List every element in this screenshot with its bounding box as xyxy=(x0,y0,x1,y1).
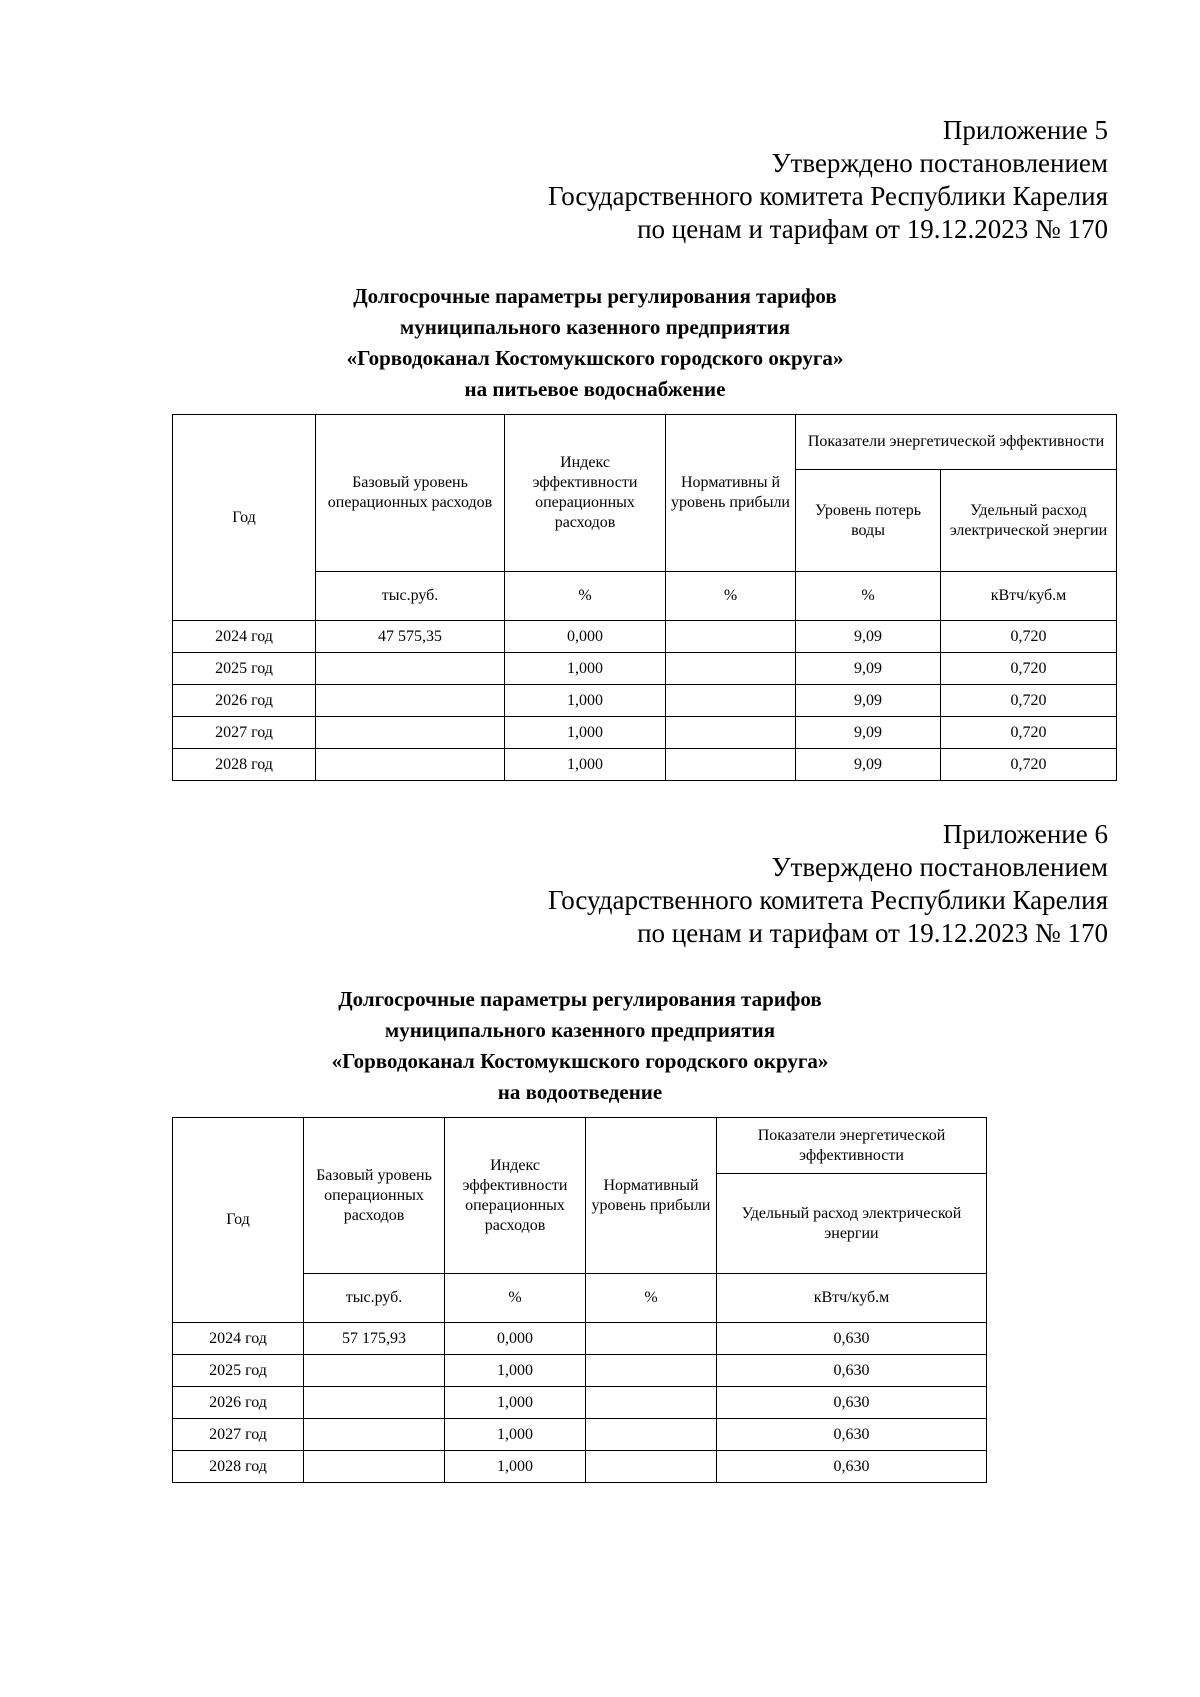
title-line-3: «Горводоканал Костомукшского городского округа» xyxy=(346,346,844,370)
cell-year: 2026 год xyxy=(173,1387,304,1419)
title-line-4: на водоотведение xyxy=(497,1080,663,1104)
unit-index: % xyxy=(505,572,666,621)
cell-electricity: 0,720 xyxy=(941,717,1117,749)
cell-index: 1,000 xyxy=(505,685,666,717)
cell-electricity: 0,720 xyxy=(941,749,1117,781)
cell-index: 1,000 xyxy=(445,1419,586,1451)
table-row xyxy=(173,1355,987,1387)
header-efficiency-index: Индекс эффективности операционных расходов xyxy=(505,415,666,572)
header-base-expenses: Базовый уровень операционных расходов xyxy=(304,1118,445,1274)
table-row xyxy=(173,1323,987,1355)
table-row xyxy=(173,1387,987,1419)
cell-losses: 9,09 xyxy=(796,717,941,749)
cell-electricity: 0,630 xyxy=(717,1451,987,1483)
cell-profit xyxy=(666,749,796,781)
title-line-2: муниципального казенного предприятия xyxy=(384,1018,776,1042)
title-line-1: Долгосрочные параметры регулирования тарифов xyxy=(338,987,822,1011)
table-5-title xyxy=(0,281,1190,405)
cell-year: 2027 год xyxy=(173,1419,304,1451)
cell-year: 2028 год xyxy=(173,749,316,781)
cell-index: 1,000 xyxy=(445,1387,586,1419)
cell-base xyxy=(316,653,505,685)
cell-electricity: 0,630 xyxy=(717,1355,987,1387)
cell-base xyxy=(304,1451,445,1483)
cell-index: 1,000 xyxy=(505,749,666,781)
header-profit-level: Нормативны й уровень прибыли xyxy=(666,415,796,572)
cell-year: 2026 год xyxy=(173,685,316,717)
cell-profit xyxy=(586,1355,717,1387)
cell-year: 2027 год xyxy=(173,717,316,749)
title-line-1: Долгосрочные параметры регулирования тарифов xyxy=(353,284,837,308)
wastewater-parameters-table xyxy=(172,1117,987,1483)
cell-losses: 9,09 xyxy=(796,749,941,781)
header-energy-efficiency: Показатели энергетической эффективности xyxy=(717,1118,987,1174)
resolution-date-line: по ценам и тарифам от 19.12.2023 № 170 xyxy=(637,214,1108,244)
unit-electricity: кВтч/куб.м xyxy=(941,572,1117,621)
cell-electricity: 0,630 xyxy=(717,1419,987,1451)
cell-base xyxy=(316,685,505,717)
cell-profit xyxy=(586,1323,717,1355)
unit-base: тыс.руб. xyxy=(316,572,505,621)
cell-base: 47 575,35 xyxy=(316,621,505,653)
cell-base xyxy=(304,1419,445,1451)
appendix-number: Приложение 6 xyxy=(942,819,1108,849)
table-row xyxy=(173,749,1117,781)
cell-electricity: 0,630 xyxy=(717,1387,987,1419)
unit-losses: % xyxy=(796,572,941,621)
cell-index: 0,000 xyxy=(445,1323,586,1355)
approval-line: Утверждено постановлением xyxy=(771,148,1108,178)
table-row xyxy=(173,653,1117,685)
header-year: Год xyxy=(173,1118,304,1323)
cell-base xyxy=(316,717,505,749)
table-row xyxy=(173,717,1117,749)
cell-losses: 9,09 xyxy=(796,621,941,653)
header-electricity-consumption: Удельный расход электрической энергии xyxy=(717,1174,987,1274)
appendix-5-header xyxy=(548,114,1108,246)
header-efficiency-index: Индекс эффективности операционных расходов xyxy=(445,1118,586,1274)
committee-line: Государственного комитета Республики Карелия xyxy=(547,181,1108,211)
cell-index: 1,000 xyxy=(445,1451,586,1483)
approval-line: Утверждено постановлением xyxy=(771,852,1108,882)
cell-losses: 9,09 xyxy=(796,685,941,717)
title-line-3: «Горводоканал Костомукшского городского округа» xyxy=(331,1049,829,1073)
cell-profit xyxy=(586,1419,717,1451)
header-year: Год xyxy=(173,415,316,621)
cell-index: 1,000 xyxy=(505,653,666,685)
cell-year: 2025 год xyxy=(173,1355,304,1387)
cell-electricity: 0,630 xyxy=(717,1323,987,1355)
unit-index: % xyxy=(445,1274,586,1323)
cell-losses: 9,09 xyxy=(796,653,941,685)
cell-index: 1,000 xyxy=(445,1355,586,1387)
table-row xyxy=(173,1451,987,1483)
cell-year: 2024 год xyxy=(173,621,316,653)
cell-index: 1,000 xyxy=(505,717,666,749)
header-profit-level: Нормативный уровень прибыли xyxy=(586,1118,717,1274)
cell-base: 57 175,93 xyxy=(304,1323,445,1355)
cell-base xyxy=(316,749,505,781)
unit-profit: % xyxy=(666,572,796,621)
cell-profit xyxy=(586,1387,717,1419)
cell-base xyxy=(304,1387,445,1419)
water-supply-parameters-table xyxy=(172,414,1117,781)
table-6-title xyxy=(0,984,1160,1108)
cell-year: 2025 год xyxy=(173,653,316,685)
appendix-6-header xyxy=(548,818,1108,950)
title-line-2: муниципального казенного предприятия xyxy=(399,315,791,339)
cell-profit xyxy=(586,1451,717,1483)
table-row xyxy=(173,621,1117,653)
header-energy-efficiency: Показатели энергетической эффективности xyxy=(796,415,1117,470)
appendix-number: Приложение 5 xyxy=(942,115,1108,145)
cell-profit xyxy=(666,653,796,685)
cell-electricity: 0,720 xyxy=(941,685,1117,717)
cell-electricity: 0,720 xyxy=(941,621,1117,653)
cell-profit xyxy=(666,685,796,717)
title-line-4: на питьевое водоснабжение xyxy=(464,377,726,401)
cell-year: 2024 год xyxy=(173,1323,304,1355)
cell-profit xyxy=(666,621,796,653)
cell-index: 0,000 xyxy=(505,621,666,653)
table-row xyxy=(173,685,1117,717)
resolution-date-line: по ценам и тарифам от 19.12.2023 № 170 xyxy=(637,918,1108,948)
cell-profit xyxy=(666,717,796,749)
cell-base xyxy=(304,1355,445,1387)
unit-profit: % xyxy=(586,1274,717,1323)
committee-line: Государственного комитета Республики Карелия xyxy=(547,885,1108,915)
header-base-expenses: Базовый уровень операционных расходов xyxy=(316,415,505,572)
cell-electricity: 0,720 xyxy=(941,653,1117,685)
unit-electricity: кВтч/куб.м xyxy=(717,1274,987,1323)
unit-base: тыс.руб. xyxy=(304,1274,445,1323)
table-row xyxy=(173,1419,987,1451)
header-electricity-consumption: Удельный расход электрической энергии xyxy=(941,470,1117,572)
header-water-losses: Уровень потерь воды xyxy=(796,470,941,572)
cell-year: 2028 год xyxy=(173,1451,304,1483)
